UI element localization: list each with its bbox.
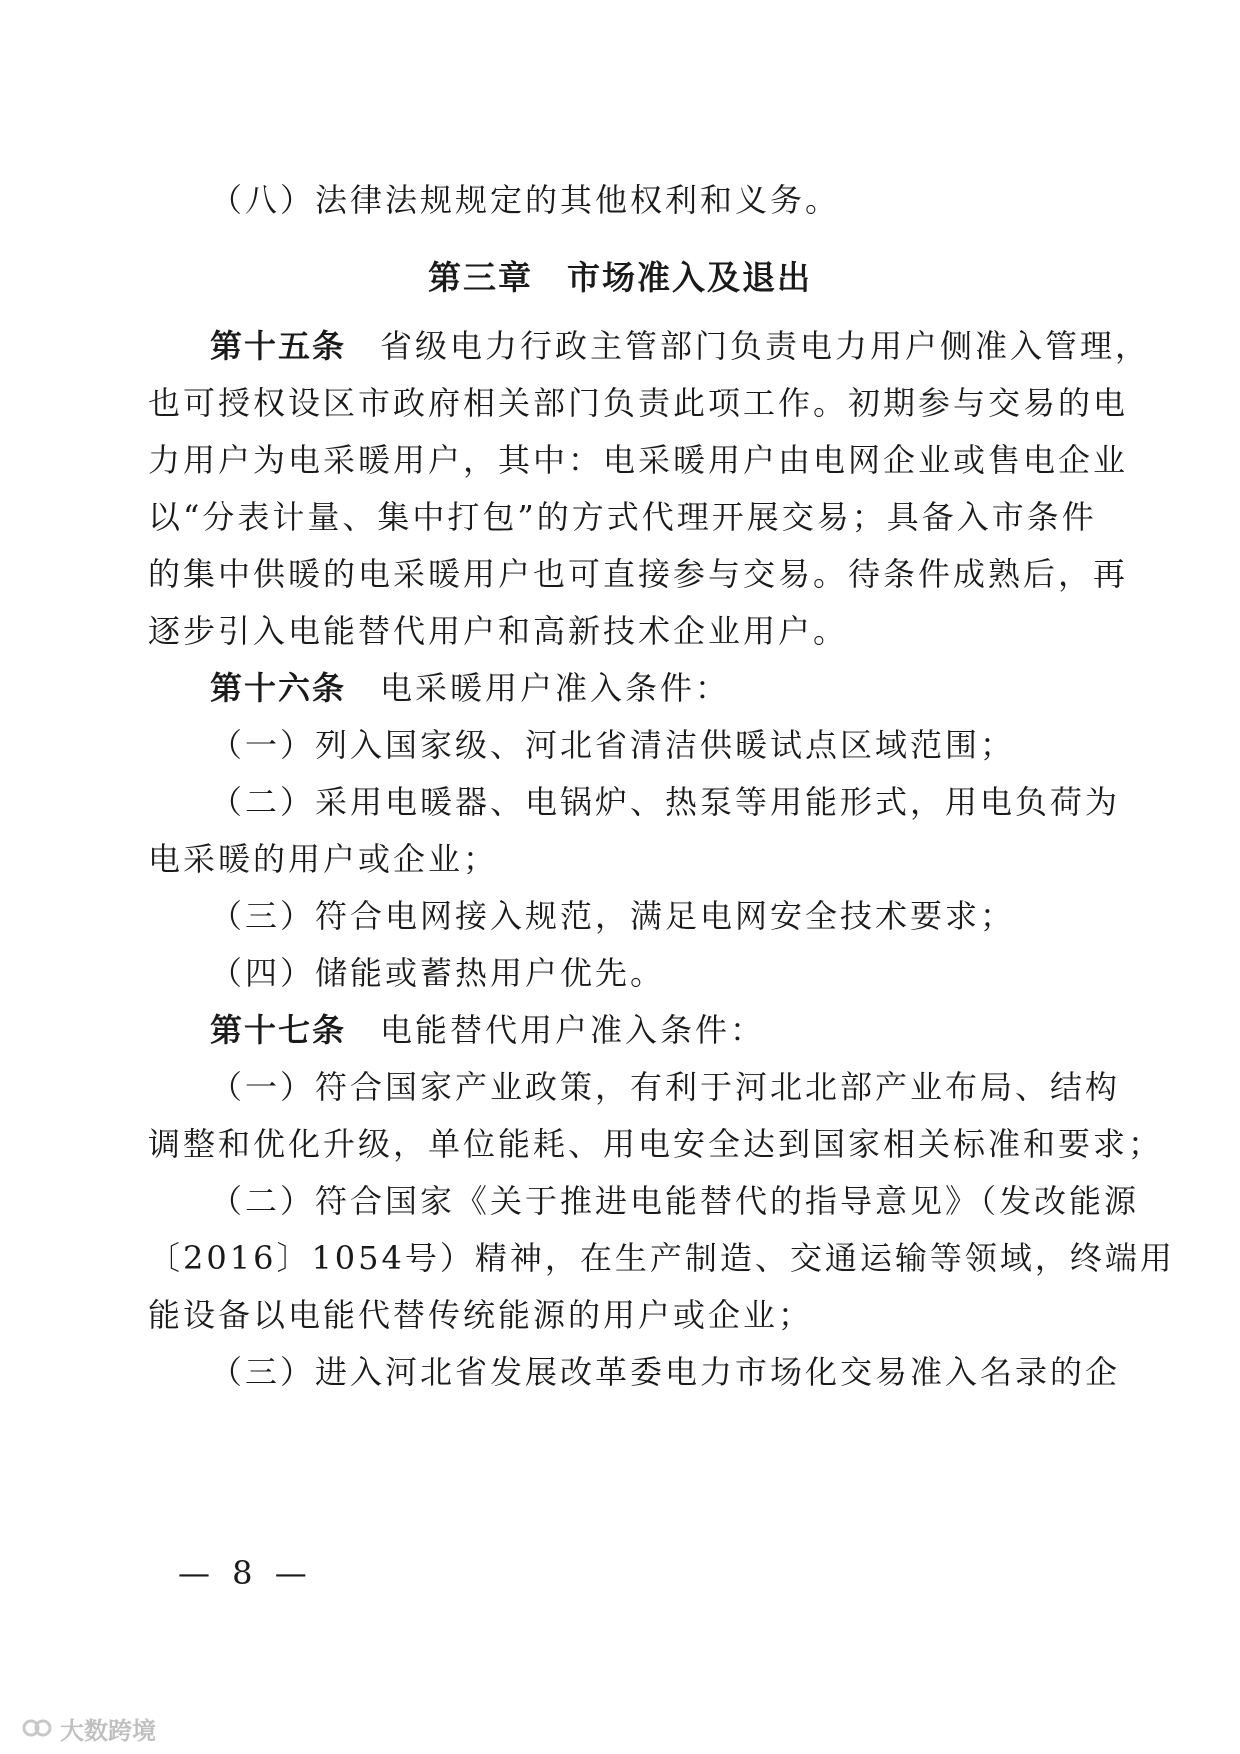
watermark-text: 大数跨境 [60,1716,156,1745]
article-15-first-line [210,326,1151,366]
article-15-line: 逐步引入电能替代用户和高新技术企业用户。 [148,612,849,650]
article-15-line: 的集中供暖的电采暖用户也可直接参与交易。待条件成熟后，再 [148,555,1129,593]
article-17-heading: 第十七条 [210,1011,347,1049]
article-16-item: 电采暖的用户或企业； [148,840,499,878]
watermark [22,1712,156,1744]
chapter-heading [0,258,1240,298]
article-17-item: （三）进入河北省发展改革委电力市场化交易准入名录的企 [210,1353,1121,1391]
article-15-text: 省级电力行政主管部门负责电力用户侧准入管理， [380,327,1151,365]
article-15-line: 也可授权设区市政府相关部门负责此项工作。初期参与交易的电 [148,384,1129,422]
article-16-first-line [210,668,1110,708]
article-17-item: 〔2016〕1054号）精神，在生产制造、交通运输等领域，终端用 [148,1239,1175,1277]
article-17-first-line [210,1010,1110,1050]
article-15-line: 力用户为电采暖用户，其中：电采暖用户由电网企业或售电企业 [148,441,1129,479]
article-16-item: （一）列入国家级、河北省清洁供暖试点区域范围； [210,726,1016,764]
article-16-item: （三）符合电网接入规范，满足电网安全技术要求； [210,897,1016,935]
article-17-item: 能设备以电能代替传统能源的用户或企业； [148,1296,814,1334]
article-16-lead: 电采暖用户准入条件： [380,669,731,707]
brand-logo-icon [22,1717,52,1739]
article-17-item: （一）符合国家产业政策，有利于河北北部产业布局、结构 [210,1068,1121,1106]
page-number: — 8 — [178,1554,313,1592]
clause-line: （八）法律法规规定的其他权利和义务。 [210,181,841,219]
article-17-item: 调整和优化升级，单位能耗、用电安全达到国家相关标准和要求； [148,1125,1164,1163]
article-15-line: 以“分表计量、集中打包”的方式代理开展交易；具备入市条件 [148,498,1097,536]
article-15-heading: 第十五条 [210,327,347,365]
article-16-item: （四）储能或蓄热用户优先。 [210,954,666,992]
chapter-number: 第三章 [428,258,533,297]
article-16-item: （二）采用电暖器、电锅炉、热泵等用能形式，用电负荷为 [210,783,1121,821]
article-16-heading: 第十六条 [210,669,347,707]
chapter-title: 市场准入及退出 [567,258,812,297]
article-17-item: （二）符合国家《关于推进电能替代的指导意见》（发改能源 [210,1182,1140,1220]
article-17-lead: 电能替代用户准入条件： [380,1011,766,1049]
